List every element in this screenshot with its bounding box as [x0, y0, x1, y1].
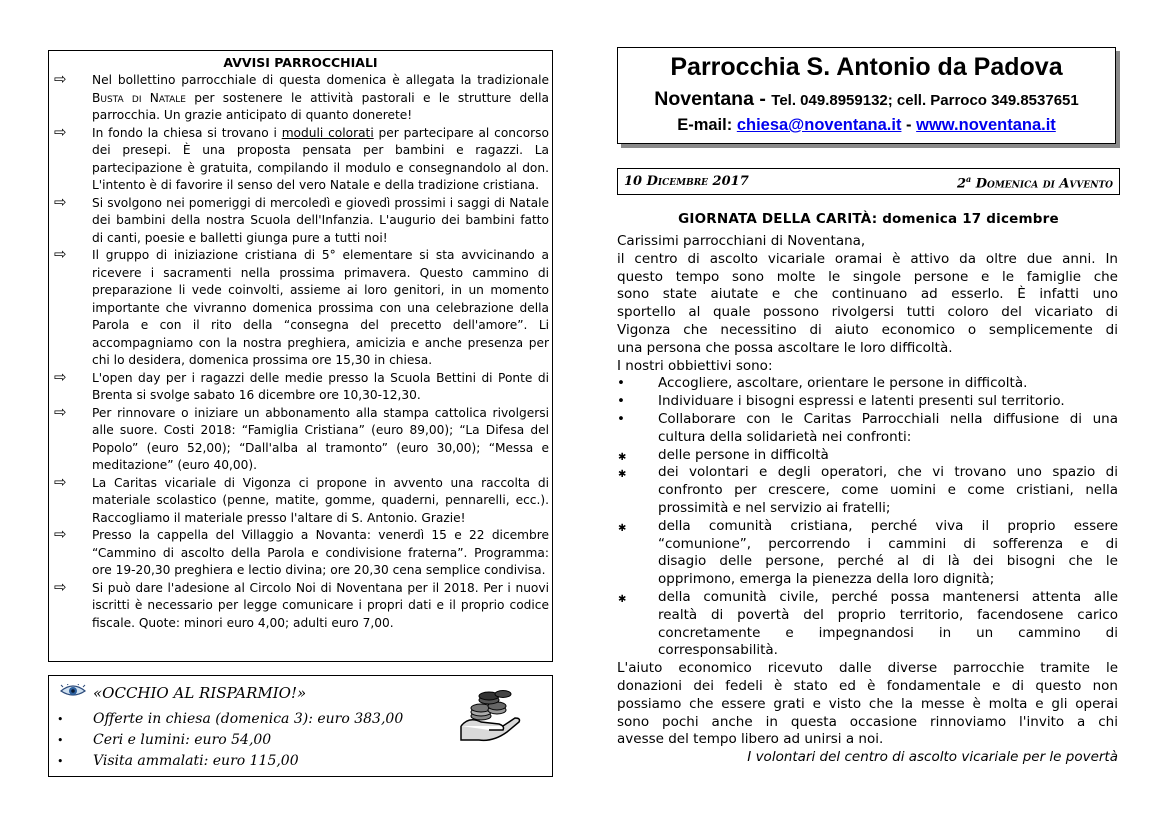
risparmio-item-text: Ceri e lumini: euro 54,00: [93, 732, 272, 748]
avviso-item: [49, 247, 552, 370]
avvisi-title: AVVISI PARROCCHIALI: [223, 55, 378, 70]
website-link[interactable]: www.noventana.it: [916, 116, 1056, 134]
avviso-item: [49, 122, 552, 195]
avviso-text: Presso la cappella del Villaggio a Novanta: venerdì 15 e 22 dicembre “Cammino di ascolto della Parola e condivisione fraterna”. Programma: ore 19-20,30 preghiera e lectio divina; ore 20,30 cena semplice condivisa.: [92, 528, 549, 577]
avviso-item: [49, 527, 552, 580]
arrow-right-icon: ⇨: [54, 122, 67, 141]
sunday-label: 2$^a$ Domenica di Avvento: [956, 174, 1113, 192]
asterisk-icon: ✱: [618, 469, 627, 481]
bullet-icon: •: [57, 713, 64, 726]
arrow-right-icon: ⇨: [54, 192, 67, 211]
arrow-right-icon: ⇨: [54, 245, 67, 263]
sub-objective-item: ✱ dei volontari e degli operatori, che vi trovano uno spazio di confronto per crescere, come uomini e come cristiani, nella prossimità e nel servizio ai fratelli;: [618, 464, 1118, 516]
risparmio-title: «OCCHIO AL RISPARMIO!»: [93, 684, 307, 702]
email-label: E-mail:: [677, 116, 733, 134]
email-link[interactable]: chiesa@noventana.it: [736, 116, 902, 134]
eye-icon: [60, 684, 86, 698]
busta-di-natale-text: Busta di Natale: [92, 90, 186, 105]
objectives-label: I nostri obbiettivi sono:: [617, 357, 773, 374]
bullet-icon: •: [57, 734, 64, 747]
sub-objective-item: ✱ della comunità cristiana, perché viva il proprio essere “comunione”, percorrendo i cammini di sofferenza e di disagio delle persone, perché al di là dei bisogni che le opprimono, emerga la pienezza della loro dignità;: [618, 517, 1118, 588]
email-line: [618, 116, 1115, 135]
article-line: sportello al quale possono rivolgersi tutti coloro del vicariato di: [617, 304, 1118, 321]
article-line: possiamo che essere grati e visto che la messe è molta e gli operai: [617, 695, 1118, 712]
arrow-right-icon: ⇨: [54, 70, 67, 88]
contact-line: [618, 88, 1115, 114]
objective-item: • Accogliere, ascoltare, orientare le persone in difficoltà.: [617, 375, 1028, 392]
separator: -: [906, 116, 912, 134]
bullet-icon: •: [617, 375, 625, 392]
objective-item: • Collaborare con le Caritas Parrocchiali nella diffusione di una cultura della solidarietà nei confronti:: [617, 410, 1118, 445]
article-line: sono state aiutate e che continuano ad esserlo. È infatti uno: [617, 286, 1118, 303]
avviso-item: [49, 472, 552, 528]
coins-in-hand-icon: [459, 686, 521, 744]
avviso-text: Si può dare l'adesione al Circolo Noi di Noventana per il 2018. Per i nuovi iscritti è necessario per legge comunicare i propri dati e il proprio codice fiscale. Quote: minori euro 4,00; adulti euro 7,00.: [92, 580, 549, 630]
article-line: il centro di ascolto vicariale oramai è attivo da oltre due anni. In: [617, 250, 1118, 267]
arrow-right-icon: ⇨: [54, 525, 67, 543]
avviso-item: [49, 72, 552, 125]
bullet-icon: •: [57, 755, 64, 768]
objective-item: • Individuare i bisogni espressi e latenti presenti sul territorio.: [617, 393, 1065, 410]
asterisk-icon: ✱: [618, 451, 627, 463]
carita-article: [617, 233, 1118, 767]
asterisk-icon: ✱: [618, 593, 627, 605]
issue-date: 10 Dicembre 2017: [624, 174, 749, 189]
avviso-text: Nel bollettino parrocchiale di questa domenica è allegata la tradizionale Busta di Natale per sostenere le attività pastorali e le strutture della parrocchia. Un grazie anticipato di quanto donerete!: [92, 73, 549, 122]
arrow-right-icon: ⇨: [54, 577, 67, 596]
risparmio-box: [48, 675, 553, 777]
parish-name: Parrocchia S. Antonio da Padova: [670, 53, 1063, 81]
date-bar: [617, 168, 1120, 195]
article-line: questo tempo sono molte le singole persone e le famiglie che: [617, 268, 1118, 285]
risparmio-item-text: Visita ammalati: euro 115,00: [93, 753, 299, 769]
avviso-text: Per rinnovare o iniziare un abbonamento alla stampa cattolica rivolgersi alle suore. Costi 2018: “Famiglia Cristiana” (euro 89,00); “La Difesa del Popolo” (euro 52,00); “Dall'alba al tramonto” (euro 30,00); “Messa e meditazione” (euro 40,00).: [92, 405, 549, 472]
risparmio-item-text: Offerte in chiesa (domenica 3): euro 383,00: [93, 711, 404, 727]
arrow-right-icon: ⇨: [54, 402, 67, 421]
avviso-text: Il gruppo di iniziazione cristiana di 5° elementare si sta avvicinando a ricevere i sacramenti nella prossima primavera. Questo cammino di preparazione li vede coinvolti, assieme ai loro genitori, in un momento importante che vivranno domenica prossima con una celebrazione della Parola e con il rito della “consegna del precetto dell'amore”. Li accompagniamo con la nostra preghiera, amicizia e anche presenza per chi lo desidera, domenica prossima ore 15,30 in chiesa.: [92, 248, 549, 367]
avviso-item: [49, 402, 552, 475]
sub-objective-item: ✱ delle persone in difficoltà: [617, 447, 1118, 465]
avviso-text: L'open day per i ragazzi delle medie presso la Scuola Bettini di Ponte di Brenta si svolge sabato 16 dicembre ore 10,30-12,30.: [92, 370, 549, 402]
avviso-item: [49, 577, 552, 633]
town-name: Noventana -: [654, 88, 766, 110]
moduli-colorati-text: moduli colorati: [281, 125, 374, 140]
avviso-item: [49, 192, 552, 248]
article-line: una persona che possa ascoltare le loro difficoltà.: [617, 339, 953, 356]
article-line: Vigonza che necessitino di aiuto economico o semplicemente di: [617, 321, 1118, 338]
bullet-icon: •: [617, 393, 625, 410]
phone-numbers: Tel. 049.8959132; cell. Parroco 349.8537651: [771, 92, 1079, 109]
avvisi-box: [48, 50, 553, 662]
greeting: Carissimi parrocchiani di Noventana,: [617, 233, 866, 249]
avviso-text: In fondo la chiesa si trovano i moduli colorati per partecipare al concorso dei presepi. È una proposta pensata per bambini e ragazzi. La partecipazione è gratuita, compilando il modulo e consegnandolo al don. L'intento è di favorire il senso del vero Natale e della tradizione cristiana.: [92, 125, 549, 192]
avviso-text: Si svolgono nei pomeriggi di mercoledì e giovedì prossimi i saggi di Natale dei bambini della nostra Scuola dell'Infanzia. L'augurio dei bambini fatto di canti, poesie e balletti giunga pure a tutti noi!: [92, 195, 549, 245]
arrow-right-icon: ⇨: [54, 367, 67, 386]
sub-objective-item: ✱ della comunità civile, perché possa mantenersi attenta alle realtà di povertà del proprio territorio, facendosene carico concretamente e impegnandosi in un cammino di corresponsabilità.: [618, 588, 1118, 659]
carita-title: GIORNATA DELLA CARITÀ: domenica 17 dicembre: [678, 211, 1059, 227]
article-line: sono pochi anche in questa occasione rinnoviamo l'invito a chi: [617, 713, 1118, 730]
avviso-text: La Caritas vicariale di Vigonza ci propone in avvento una raccolta di materiale scolastico (penne, matite, gomme, quaderni, pennarelli, ecc.). Raccogliamo il materiale presso l'altare di S. Antonio. Grazie!: [92, 475, 549, 525]
article-line: L'aiuto economico ricevuto dalle diverse parrocchie tramite le: [617, 660, 1118, 677]
signature: I volontari del centro di ascolto vicariale per le povertà: [747, 749, 1118, 766]
article-line: avesse del tempo libero ad unirsi a noi.: [617, 731, 884, 748]
article-line: donazioni dei fedeli è stato ed è fondamentale e di questo non: [617, 677, 1118, 694]
avviso-item: [49, 367, 552, 405]
asterisk-icon: ✱: [618, 522, 627, 534]
header-box: [617, 47, 1116, 144]
bullet-icon: •: [617, 410, 625, 427]
arrow-right-icon: ⇨: [54, 472, 67, 491]
